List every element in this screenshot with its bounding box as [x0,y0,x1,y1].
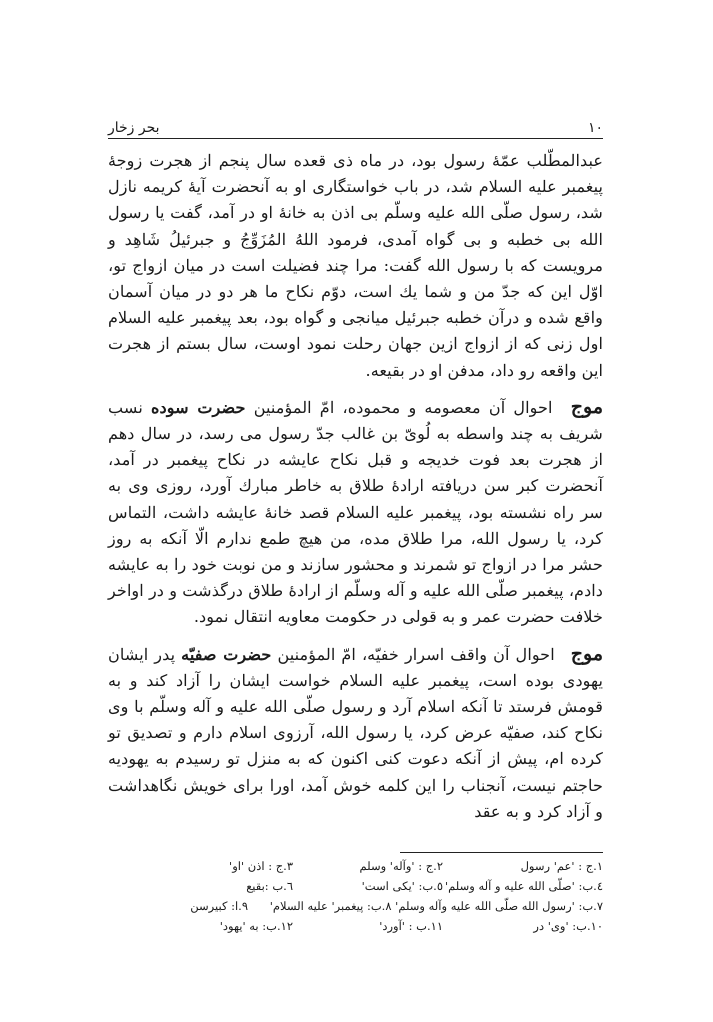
person-name: حضرت سوده [151,397,246,417]
footnote-12: ۱۲.ب: به 'یهود' [219,919,293,933]
paragraph-gap [108,631,603,641]
footnote-7-8: ۷.ب: 'رسول الله صلّی الله علیه وآله وسلم' ۸.ب: پیغمبر' علیه السلام' [269,899,603,913]
section-heading: موج [570,395,603,418]
footnote-2: ۲.ج : 'وآله' وسلم [359,859,443,873]
section-intro: احوال آن واقف اسرار خفیّه، امّ المؤمنین [277,644,555,664]
section-text: نسب شریف به چند واسطه به لُویّ بن غالب جدّ رسول می رسد، در سال دهم از هجرت بعد فوت خدیجه و قبل نکاح عایشه در نکاح پیغمبر در آمد، آنحضرت کبر سن دریافته ارادهٔ طلاق به خاطر مبارك آورد، روزی وی به سر راه نشسته بود، پیغمبر علیه السلام قصد خانهٔ عایشه داشت، التماس کرد، یا رسول الله، مرا طلاق مده، من هیچ طمع ندارم الّا آنکه به روز حشر مرا در ازواج تو شمرند و محشور سازند و من نوبت خود را به عایشه دادم، پیغمبر صلّی الله علیه و آله وسلّم از ارادهٔ طلاق درگذشت و در اواخر خلافت حضرت عمر و به قولی در حکومت معاویه انتقال نمود. [108,397,603,627]
main-text [108,148,603,825]
section-heading: موج [570,642,603,665]
paragraph-zainab: عبدالمطّلب عمّه‌ٔ رسول بود، در ماه ذی قعده سال پنجم از هجرت زوجهٔ پیغمبر علیه السلام شد، در باب خواستگاری او به آنحضرت آیهٔ کریمه نازل شد، رسول صلّی الله علیه وسلّم بی اذن به خانهٔ او در آمد، گفت یا رسول الله بی خطبه و بی گواه آمدی، فرمود اللهُ المُزَوِّجُ و جبرئیلُ شَاهِد و مرویست که با رسول الله گفت: مرا چند فضیلت است در میان ازواج تو، اوّل این که جدّ من و شما یك است، دوّم نکاح ما هر دو در میان آسمان واقع شده و درآن خطبه جبرئیل میانجی و گواه بود، بعد پیغمبر علیه السلام اول زنی که از ازواج ازین جهان رحلت نمود اوست، سال بستم از هجرت این واقعه رو داد، مدفن او در بقیعه. [108,151,603,380]
section-intro: احوال آن معصومه و محموده، امّ المؤمنین [253,397,553,417]
footnote-9: ۹.ا: کبیرسن [190,899,248,913]
footnote-row [108,896,603,916]
footnote-row [108,856,603,876]
footnote-5: ٥.ب: 'یکی است' [361,879,443,893]
page-header [108,112,603,136]
page-number: ۱۰ [587,120,603,136]
footnote-4: ٤.ب: 'صلّی الله علیه و آله وسلم' [444,879,603,893]
footnote-3: ۳.ج : اذن 'او' [229,859,293,873]
running-title: بحر زخار [108,120,160,136]
header-rule [108,138,603,139]
paragraph-gap [108,384,603,394]
footnote-row [108,916,603,936]
section-text: پدر ایشان یهودی بوده است، پیغمبر علیه السلام خواست ایشان را آزاد کند و به قومش فرستد تا آنکه اسلام آرد و رسول صلّی الله علیه و آله وسلّم با وی نکاح کند، صفیّه عرض کرد، یا رسول الله، آرزوی اسلام دارم و تصدیق تو کرده ام، پیش از آنکه دعوت کنی اکنون که به منزل تو رسیدم به یهودیه حاجتم نیست، آنجناب را این کلمه خوش آمد، اورا برای خویش نگاهداشت و آزاد کرد و به عقد [108,644,603,821]
person-name: حضرت صفیّه [181,644,272,664]
footnote-11: ۱۱.ب : 'آورد' [379,919,443,933]
footnote-row [108,876,603,896]
footnote-1: ۱.ج : 'عم' رسول [520,859,603,873]
paragraph-safiyya [108,641,603,825]
footnote-6: ٦.ب :بقیع [246,879,293,893]
paragraph-sawda [108,394,603,631]
footnotes [108,856,603,936]
footnote-rule [400,852,603,853]
footnote-10: ۱۰.ب: 'وی' در [533,919,603,933]
